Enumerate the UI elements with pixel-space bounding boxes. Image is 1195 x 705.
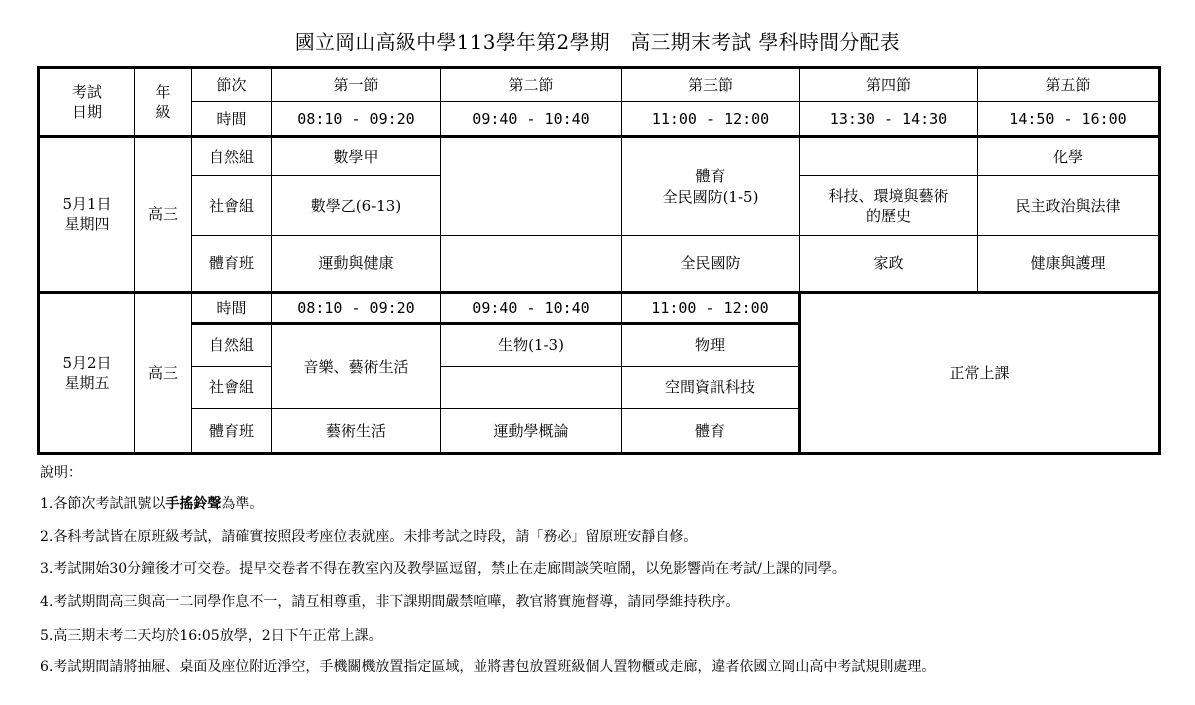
day1-social-p5: 民主政治與法律 [978,176,1160,236]
day1-group-social: 社會組 [192,176,272,236]
header-time-5: 14:50 - 16:00 [978,102,1160,136]
day1-p2-empty [441,136,622,235]
header-period-3: 第三節 [622,68,800,102]
header-period-4: 第四節 [800,68,978,102]
day1-natural-p5: 化學 [978,136,1160,176]
note-1 [40,493,263,513]
day1-group-pe: 體育班 [192,236,272,293]
day1-social-p1: 數學乙(6-13) [272,176,441,236]
note-1-suffix: 為準。 [221,496,264,512]
day2-merged-p1: 音樂、藝術生活 [272,324,441,409]
day1-group-natural: 自然組 [192,136,272,176]
day1-pe-p3: 全民國防 [622,236,800,293]
page-title: 國立岡山高級中學113學年第2學期 高三期末考試 學科時間分配表 [294,31,901,54]
day1-pe-p1: 運動與健康 [272,236,441,293]
day1-natural-p1: 數學甲 [272,136,441,176]
day2-pe-p2: 運動學概論 [441,409,622,454]
day2-natural-p3: 物理 [622,324,800,367]
day2-grade: 高三 [135,292,192,453]
day2-time-1: 08:10 - 09:20 [272,292,441,323]
header-period-2: 第二節 [441,68,622,102]
day2-normal-class: 正常上課 [800,292,1160,453]
header-period-5: 第五節 [978,68,1160,102]
header-time-4: 13:30 - 14:30 [800,102,978,136]
day2-natural-p2: 生物(1-3) [441,324,622,367]
day1-pe-p5: 健康與護理 [978,236,1160,293]
note-3: 3.考試開始30分鐘後才可交卷。提早交卷者不得在教室內及教學區逗留，禁止在走廊間談笑喧鬧，以免影響尚在考試/上課的同學。 [40,561,846,577]
day1-pe-p4: 家政 [800,236,978,293]
note-6: 6.考試期間請將抽屜、桌面及座位附近淨空，手機關機放置指定區域，並將書包放置班級個人置物櫃或走廊，違者依國立岡山高中考試規則處理。 [40,659,936,675]
day2-social-p2-empty [441,366,622,409]
day2-time-label: 時間 [192,292,272,323]
header-time-1: 08:10 - 09:20 [272,102,441,136]
day2-time-2: 09:40 - 10:40 [441,292,622,323]
day2-date: 5月2日 星期五 [39,292,135,453]
day2-time-3: 11:00 - 12:00 [622,292,800,323]
header-period-1: 第一節 [272,68,441,102]
header-exam-date: 考試 日期 [39,68,135,137]
day2-group-natural: 自然組 [192,324,272,367]
note-5: 5.高三期末考二天均於16:05放學，2日下午正常上課。 [40,628,383,644]
day2-pe-p3: 體育 [622,409,800,454]
day1-date: 5月1日 星期四 [39,136,135,292]
day1-social-p4: 科技、環境與藝術 的歷史 [800,176,978,236]
header-time-label: 時間 [192,102,272,136]
note-4: 4.考試期間高三與高一二同學作息不一，請互相尊重，非下課期間嚴禁喧嘩，教官將實施督導，請同學維持秩序。 [40,594,740,610]
day1-merged-p3: 體育 全民國防(1-5) [622,136,800,235]
header-grade: 年 級 [135,68,192,137]
note-2: 2.各科考試皆在原班級考試，請確實按照段考座位表就座。未排考試之時段，請「務必」留原班安靜自修。 [40,529,698,545]
note-1-emphasis: 手搖鈴聲 [165,496,222,512]
header-time-2: 09:40 - 10:40 [441,102,622,136]
day1-grade: 高三 [135,136,192,292]
day1-natural-p4-empty [800,136,978,176]
notes-heading: 說明： [40,465,82,481]
exam-schedule-table [37,66,1161,455]
day2-group-social: 社會組 [192,366,272,409]
note-1-prefix: 1.各節次考試訊號以 [40,496,166,512]
header-period-label: 節次 [192,68,272,102]
header-time-3: 11:00 - 12:00 [622,102,800,136]
day2-pe-p1: 藝術生活 [272,409,441,454]
day2-social-p3: 空間資訊科技 [622,366,800,409]
day2-group-pe: 體育班 [192,409,272,454]
day1-pe-p2-empty [441,236,622,293]
